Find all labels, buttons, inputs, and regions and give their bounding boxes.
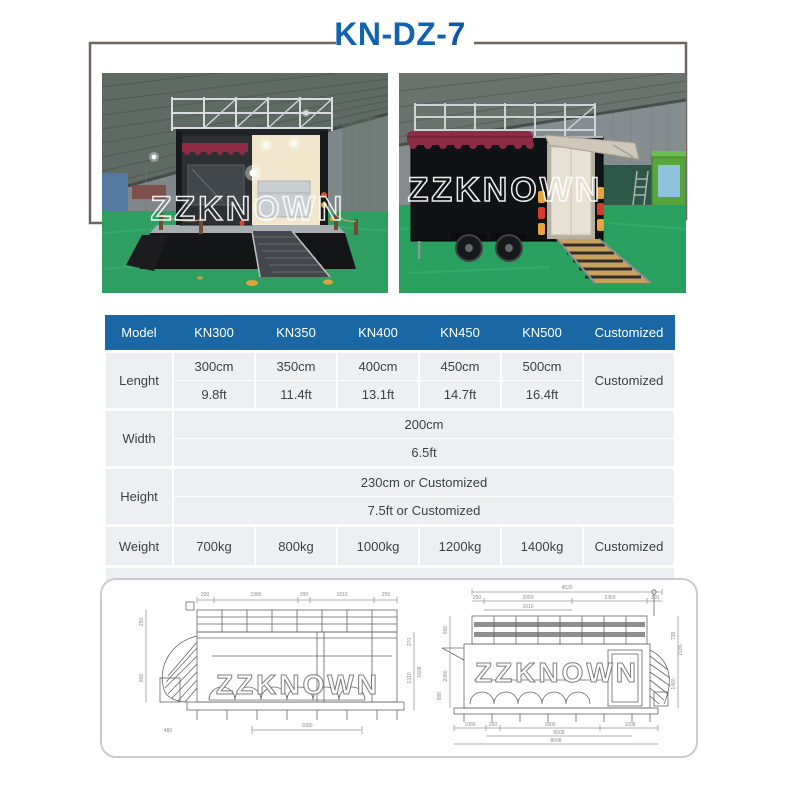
cell: 350cm	[255, 352, 337, 381]
dim-label: 2185	[678, 644, 684, 656]
spec-table	[104, 315, 676, 601]
dim-label: 2080	[443, 670, 449, 682]
width-ft-row	[105, 439, 675, 468]
cell: 300cm	[173, 352, 255, 381]
cell-height-cm: 230cm or Customized	[173, 468, 675, 497]
dim-label: 480	[163, 728, 173, 734]
row-label-height: Height	[105, 468, 173, 526]
cell: 9.8ft	[173, 381, 255, 410]
height-ft-row	[105, 497, 675, 526]
dim-label: 1610	[522, 604, 534, 610]
dim-label: 1310	[407, 672, 413, 684]
row-label-length: Lenght	[105, 352, 173, 410]
watermark-text: ZZKNOWN	[474, 657, 640, 688]
cell-width-ft: 6.5ft	[173, 439, 675, 468]
cell-height-ft: 7.5ft or Customized	[173, 497, 675, 526]
dim-label: 8608	[550, 738, 562, 744]
col-header-model: Model	[105, 315, 173, 352]
dim-label: 2360	[604, 595, 616, 601]
cell: 16.4ft	[501, 381, 583, 410]
cell: 700kg	[173, 526, 255, 567]
col-header-kn350: KN350	[255, 315, 337, 352]
cell: 13.1ft	[337, 381, 419, 410]
dim-label: 800	[437, 691, 443, 701]
left-elevation	[146, 597, 414, 734]
trailer-front-illustration	[102, 73, 388, 293]
dim-label: 800	[139, 673, 145, 683]
dim-label: 1008	[624, 722, 636, 728]
page-title-number: 7	[447, 16, 466, 52]
col-header-kn450: KN450	[419, 315, 501, 352]
cell: 500cm	[501, 352, 583, 381]
dim-label: 1080	[464, 722, 476, 728]
watermark-text: ZZKNOWN	[150, 190, 346, 228]
photo-trailer-rear	[399, 73, 686, 293]
cell: 400cm	[337, 352, 419, 381]
page-title-text: KN-DZ-	[334, 16, 448, 52]
photo-trailer-front	[102, 73, 388, 293]
dim-label: 1800	[544, 722, 556, 728]
col-header-kn500: KN500	[501, 315, 583, 352]
row-label-weight: Weight	[105, 526, 173, 567]
technical-drawings-panel	[100, 578, 698, 758]
dim-label: 2050	[522, 595, 534, 601]
dim-label: 250	[139, 617, 145, 627]
trailer-rear-illustration	[399, 73, 686, 293]
watermark-text: ZZKNOWN	[407, 171, 603, 209]
cell: 450cm	[419, 352, 501, 381]
cell: 1000kg	[337, 526, 419, 567]
dim-label: 1980	[250, 592, 262, 598]
dim-label: 4520	[561, 585, 573, 591]
cell: 11.4ft	[255, 381, 337, 410]
dim-label: 200	[200, 592, 210, 598]
dim-label: 250	[381, 592, 391, 598]
dim-label: 600	[443, 625, 449, 635]
width-cm-row	[105, 410, 675, 439]
dim-label: 260	[488, 722, 498, 728]
length-cm-row	[105, 352, 675, 381]
height-cm-row	[105, 468, 675, 497]
dim-label: 290	[299, 592, 309, 598]
col-header-customized: Customized	[583, 315, 675, 352]
cell-width-cm: 200cm	[173, 410, 675, 439]
table-header-row	[105, 315, 675, 352]
cell: 1200kg	[419, 526, 501, 567]
dim-label: 250	[472, 595, 482, 601]
cell-length-customized: Customized	[583, 352, 675, 410]
weight-row	[105, 526, 675, 567]
col-header-kn400: KN400	[337, 315, 419, 352]
spec-table-wrap	[104, 315, 676, 601]
col-header-kn300: KN300	[173, 315, 255, 352]
watermark-text: ZZKNOWN	[215, 669, 381, 700]
cell: Customized	[583, 526, 675, 567]
cell: 1400kg	[501, 526, 583, 567]
page-title	[0, 16, 800, 53]
dim-label: 300	[650, 595, 660, 601]
dim-label: 1610	[336, 592, 348, 598]
row-label-width: Width	[105, 410, 173, 468]
dim-label: 270	[407, 637, 413, 647]
cell: 800kg	[255, 526, 337, 567]
dim-label: 728	[671, 631, 677, 641]
cell: 14.7ft	[419, 381, 501, 410]
dim-label: 1080	[301, 723, 313, 729]
dim-label: 6608	[553, 730, 565, 736]
technical-drawings	[102, 580, 696, 756]
dim-label: 1608	[417, 666, 423, 678]
awning	[407, 131, 534, 149]
dim-label: 1480	[671, 678, 677, 690]
